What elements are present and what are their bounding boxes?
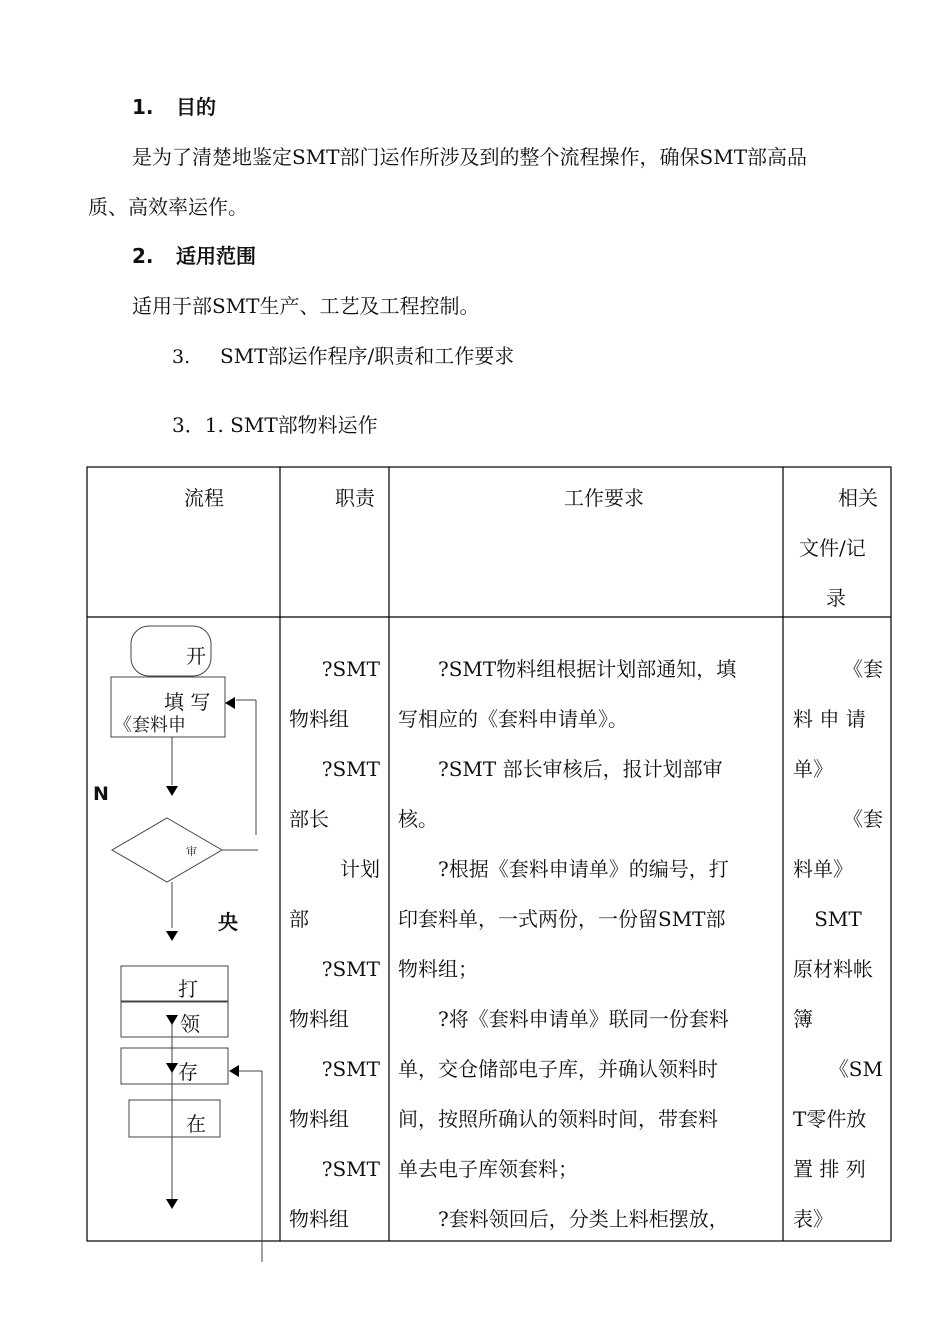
header-work: 工作要求 (564, 486, 644, 510)
duty-line: ?SMT (321, 757, 380, 781)
section-3-1-title: 3．1. SMT部物料运作 (172, 413, 378, 437)
section-2-title: 适用范围 (176, 244, 256, 268)
work-column (398, 644, 774, 1244)
work-line: 核。 (398, 807, 438, 831)
purpose-line-1: 是为了清楚地鉴定SMT部门运作所涉及到的整个流程操作，确保SMT部高品 (132, 145, 808, 169)
arrow-head-left-1 (225, 697, 235, 709)
work-line: 物料组； (398, 957, 478, 981)
arrow-head-3 (166, 1015, 178, 1025)
work-line: 间，按照所确认的领料时间，带套料 (398, 1107, 718, 1131)
header-docs-1: 相关 (838, 486, 878, 510)
duty-line: ?SMT (321, 1157, 380, 1181)
arrow-head-left-2 (229, 1065, 239, 1077)
duty-line: 物料组 (289, 1207, 349, 1231)
docs-column (793, 644, 883, 1244)
section-3-title: SMT部运作程序/职责和工作要求 (220, 344, 515, 368)
docs-line: 《SM (828, 1057, 883, 1081)
arrow-head-4 (166, 1063, 178, 1073)
header-duty: 职责 (335, 486, 375, 510)
docs-line: 单》 (793, 757, 833, 781)
docs-line: 料 申 请 (793, 707, 866, 731)
flow-decision-label: 审 (186, 845, 197, 858)
flow-collect-label: 领 (180, 1012, 200, 1036)
section-1-number: 1. (132, 95, 154, 119)
scope-text: 适用于部SMT生产、工艺及工程控制。 (132, 294, 480, 318)
duty-line: 部长 (289, 807, 329, 831)
flow-start-label: 开 (186, 644, 206, 668)
docs-line: SMT (814, 907, 862, 931)
duty-line: 物料组 (289, 1107, 349, 1131)
duty-line: ?SMT (321, 657, 380, 681)
duty-line: ?SMT (321, 957, 380, 981)
flow-fill-label-1: 填 写 (164, 690, 211, 714)
work-line: 写相应的《套料申请单》。 (398, 707, 628, 731)
flow-fill-label-2: 《套料申 (114, 715, 186, 736)
duty-line: 物料组 (289, 1007, 349, 1031)
docs-line: 簿 (793, 1007, 813, 1031)
work-line: 单去电子库领套料； (398, 1157, 578, 1181)
flow-label-n: N (93, 783, 109, 805)
work-line: ?将《套料申请单》联同一份套料 (438, 1007, 729, 1031)
flow-place-label: 在 (186, 1112, 206, 1136)
docs-line: 《套 (843, 657, 883, 681)
place-box (129, 1100, 220, 1137)
work-line: 印套料单，一式两份，一份留SMT部 (398, 907, 726, 931)
docs-line: 《套 (843, 807, 883, 831)
duty-line: 部 (289, 907, 309, 931)
arrow-head-5 (166, 1199, 178, 1209)
print-box (121, 966, 228, 1002)
flow-print-label: 打 (178, 977, 198, 1001)
work-line: ?SMT物料组根据计划部通知，填 (438, 657, 737, 681)
section-3-number: 3. (172, 346, 191, 368)
section-2-number: 2. (132, 244, 154, 268)
duty-line: 物料组 (289, 707, 349, 731)
docs-line: 置 排 列 (793, 1157, 866, 1181)
work-line: ?套料领回后，分类上料柜摆放， (438, 1207, 729, 1231)
docs-line: 表》 (793, 1207, 833, 1231)
work-line: ?SMT 部长审核后，报计划部审 (438, 757, 723, 781)
duty-line: 计划 (340, 857, 380, 881)
header-docs-2: 文件/记 (799, 536, 866, 560)
flow-store-label: 存 (178, 1060, 198, 1084)
section-1-title: 目的 (176, 95, 216, 119)
duty-line: ?SMT (321, 1057, 380, 1081)
docs-line: T零件放 (793, 1107, 867, 1131)
purpose-line-2: 质、高效率运作。 (88, 195, 248, 219)
docs-line: 原材料帐 (793, 957, 873, 981)
header-docs-3: 录 (826, 586, 846, 610)
work-line: 单，交仓储部电子库，并确认领料时 (398, 1057, 718, 1081)
arrow-head-2 (166, 931, 178, 941)
docs-line: 料单》 (793, 857, 853, 881)
duty-column (289, 644, 380, 1244)
decision-diamond (112, 818, 222, 882)
flow-label-y: 央 (218, 910, 238, 934)
arrow-head-1 (166, 786, 178, 796)
header-flow: 流程 (184, 486, 224, 510)
work-line: ?根据《套料申请单》的编号，打 (438, 857, 729, 881)
